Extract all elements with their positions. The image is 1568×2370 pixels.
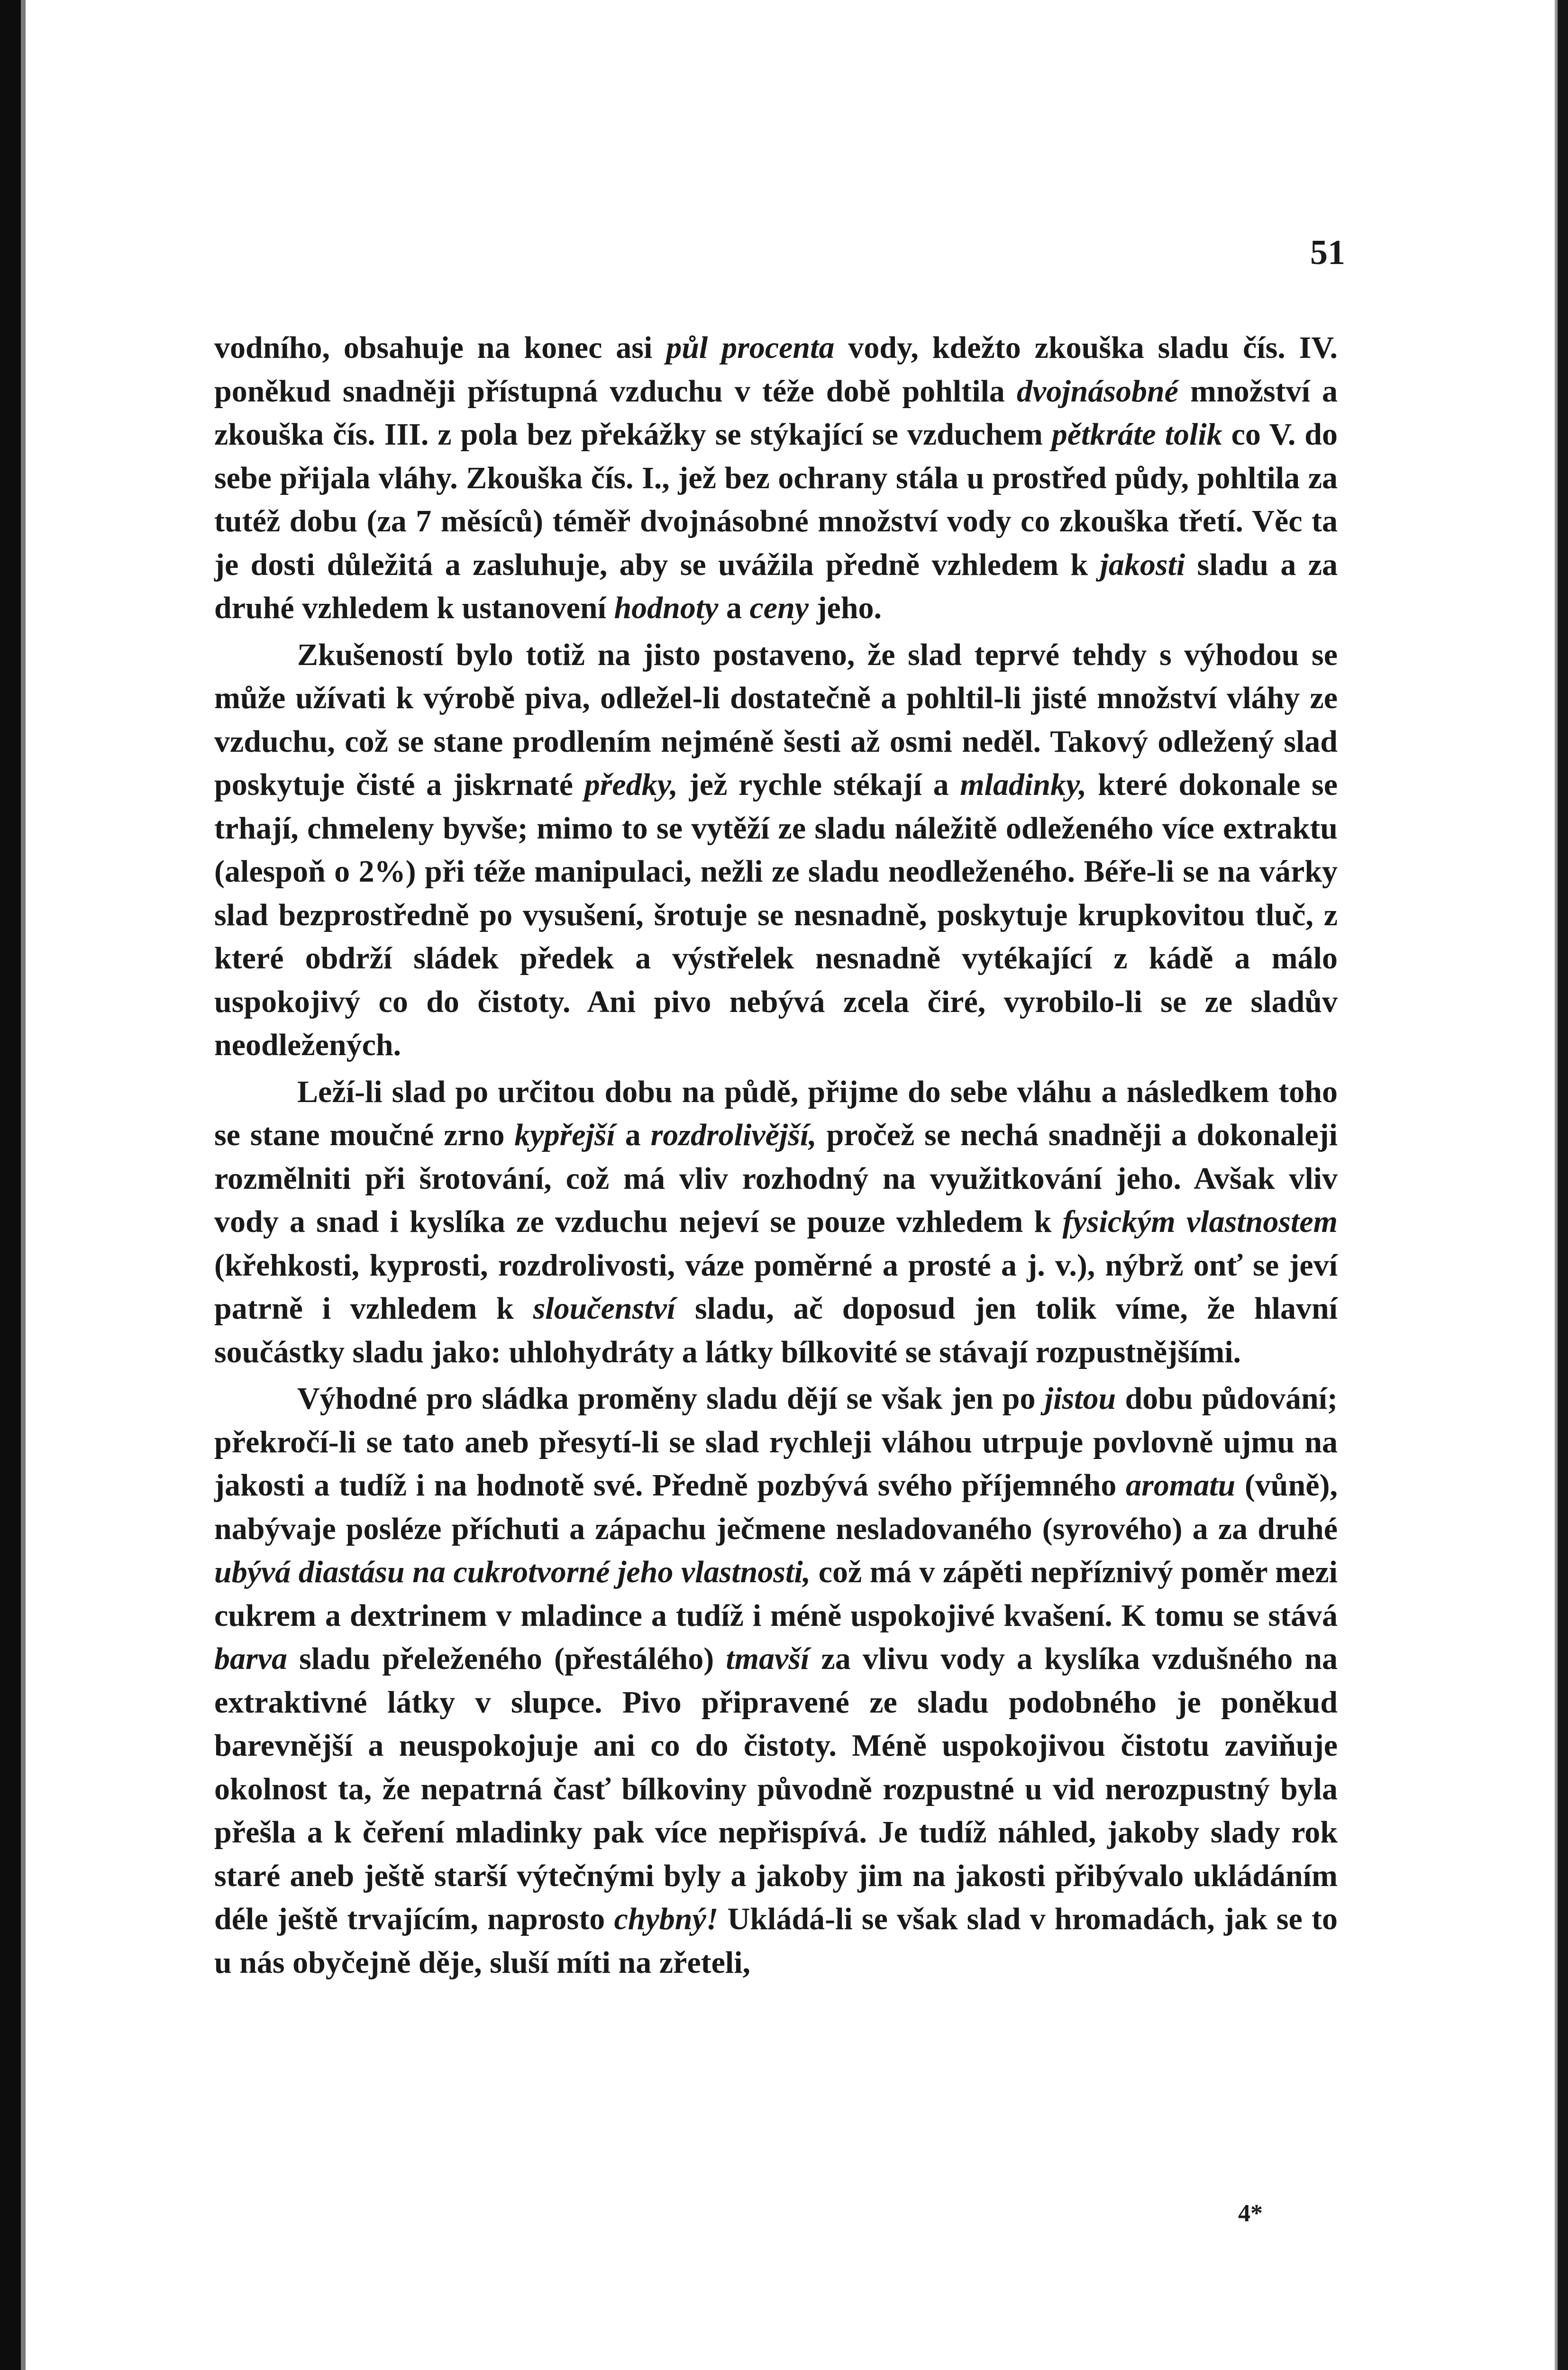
text-run: jeho. xyxy=(809,591,882,625)
emphasized-text: ubývá diastásu na cukrotvorné jeho vlastnosti, xyxy=(214,1555,811,1589)
text-run: Leží-li slad po určitou dobu na půdě, přijme do sebe vláhu a následkem toho se stane moučné zrno xyxy=(214,1074,1338,1152)
emphasized-text: sloučenství xyxy=(533,1291,676,1326)
text-run: vodního, obsahuje na konec asi xyxy=(214,330,666,365)
emphasized-text: pětkráte tolik xyxy=(1051,417,1222,452)
emphasized-text: aromatu xyxy=(1126,1468,1236,1503)
text-run: Výhodné pro sládka proměny sladu dějí se však jen po xyxy=(297,1381,1045,1416)
emphasized-text: fysickým vlastnostem xyxy=(1062,1204,1338,1239)
emphasized-text: předky, xyxy=(584,767,678,802)
body-text xyxy=(214,326,1338,1984)
scan-edge-right-shadow xyxy=(1555,0,1558,2370)
page-number: 51 xyxy=(1310,233,1345,272)
emphasized-text: barva xyxy=(214,1641,287,1676)
emphasized-text: hodnoty xyxy=(614,591,719,625)
emphasized-text: dvojnásobné xyxy=(1016,374,1178,409)
text-run: které dokonale se trhají, chmeleny byvše; mimo to se vytěží ze sladu náležitě odleženého více extraktu (alespoň o 2%) při téže manipulaci, nežli ze sladu neodleženého. Béře-li se na várky slad bezprostředně po vysušení, šrotuje se nesnadně, poskytuje krupkovitou tluč, z které obdrží sládek předek a výstřelek nesnadně vytékající z kádě a málo uspokojivý co do čistoty. Ani pivo nebývá zcela čiré, vyrobilo-li se ze sladův neodležených. xyxy=(214,767,1338,1062)
text-run: jež rychle stékají a xyxy=(678,767,960,802)
text-run: množství a zkouška čís. III. z pola bez překážky se stýkající se vzduchem xyxy=(214,374,1338,452)
text-run: pročež se nechá snadněji a dokonaleji rozmělniti při šrotování, což má vliv rozhodný na využitkování jeho. Avšak vliv vody a snad i kyslíka ze vzduchu nejeví se pouze vzhledem k xyxy=(214,1118,1338,1239)
scan-edge-left-shadow xyxy=(21,0,26,2370)
text-run: vody, kdežto zkouška sladu čís. IV. poněkud snadněji přístupná vzduchu v téže době pohltila xyxy=(214,330,1338,409)
text-run: dobu půdování; překročí-li se tato aneb přesytí-li se slad rychleji vláhou utrpuje povlovně ujmu na jakosti a tudíž i na hodnotě své. Předně pozbývá svého příjemného xyxy=(214,1381,1338,1503)
signature-mark: 4* xyxy=(1238,2200,1263,2227)
paragraph xyxy=(214,1070,1338,1374)
text-run: Ukládá-li se však slad v hromadách, jak se to u nás obyčejně děje, sluší míti na zřeteli, xyxy=(214,1902,1338,1980)
text-run: (vůně), nabývaje posléze příchuti a zápachu ječmene nesladovaného (syrového) a za druhé xyxy=(214,1468,1338,1546)
text-run: Zkušeností bylo totiž na jisto postaveno, že slad teprvé tehdy s výhodou se může užívati k výrobě piva, odležel-li dostatečně a pohltil-li jisté množství vláhy ze vzduchu, což se stane prodlením nejméně šesti až osmi neděl. Takový odležený slad poskytuje čisté a jiskrnaté xyxy=(214,637,1338,802)
paragraph xyxy=(214,326,1338,630)
emphasized-text: ceny xyxy=(749,591,809,625)
text-run: sladu a za druhé vzhledem k ustanovení xyxy=(214,547,1338,625)
emphasized-text: kypřejší xyxy=(514,1118,615,1152)
emphasized-text: jistou xyxy=(1044,1381,1116,1416)
emphasized-text: chybný! xyxy=(614,1902,719,1936)
emphasized-text: půl procenta xyxy=(666,330,835,365)
text-run: sladu přeleženého (přestálého) xyxy=(287,1641,726,1676)
text-run: což má v zápěti nepříznivý poměr mezi cukrem a dextrinem v mladince a tudíž i méně uspokojivé kvašení. K tomu se stává xyxy=(214,1555,1338,1633)
text-run: co V. do sebe přijala vláhy. Zkouška čís. I., jež bez ochrany stála u prostřed půdy, pohltila za tutéž dobu (za 7 měsíců) téměř dvojnásobné množství vody co zkouška třetí. Věc ta je dosti důležitá a zasluhuje, aby se uvážila předně vzhledem k xyxy=(214,417,1338,582)
text-run: (křehkosti, kyprosti, rozdrolivosti, váze poměrné a prosté a j. v.), nýbrž onť se jeví patrně i vzhledem k xyxy=(214,1248,1338,1326)
emphasized-text: tmavší xyxy=(726,1641,810,1676)
paragraph xyxy=(214,633,1338,1067)
text-run: sladu, ač doposud jen tolik víme, že hlavní součástky sladu jako: uhlohydráty a látky bílkovité se stávají rozpustnějšími. xyxy=(214,1291,1338,1369)
text-run: a xyxy=(718,591,750,625)
emphasized-text: mladinky, xyxy=(960,767,1087,802)
emphasized-text: rozdrolivější, xyxy=(650,1118,817,1152)
text-run: za vlivu vody a kyslíka vzdušného na extraktivné látky v slupce. Pivo připravené ze sladu podobného je poněkud barevnější a neuspokojuje ani co do čistoty. Méně uspokojivou čistotu zaviňuje okolnost ta, že nepatrná časť bílkoviny původně rozpustné u vid nerozpustný byla přešla a k čeření mladinky pak více nepřispívá. Je tudíž náhled, jakoby slady rok staré aneb ještě starší výtečnými byly a jakoby jim na jakosti přibývalo ukládáním déle ještě trvajícím, naprosto xyxy=(214,1641,1338,1936)
emphasized-text: jakosti xyxy=(1100,547,1185,582)
scan-edge-right xyxy=(1558,0,1568,2370)
scan-edge-left xyxy=(0,0,21,2370)
paragraph xyxy=(214,1377,1338,1984)
text-run: a xyxy=(615,1118,651,1152)
